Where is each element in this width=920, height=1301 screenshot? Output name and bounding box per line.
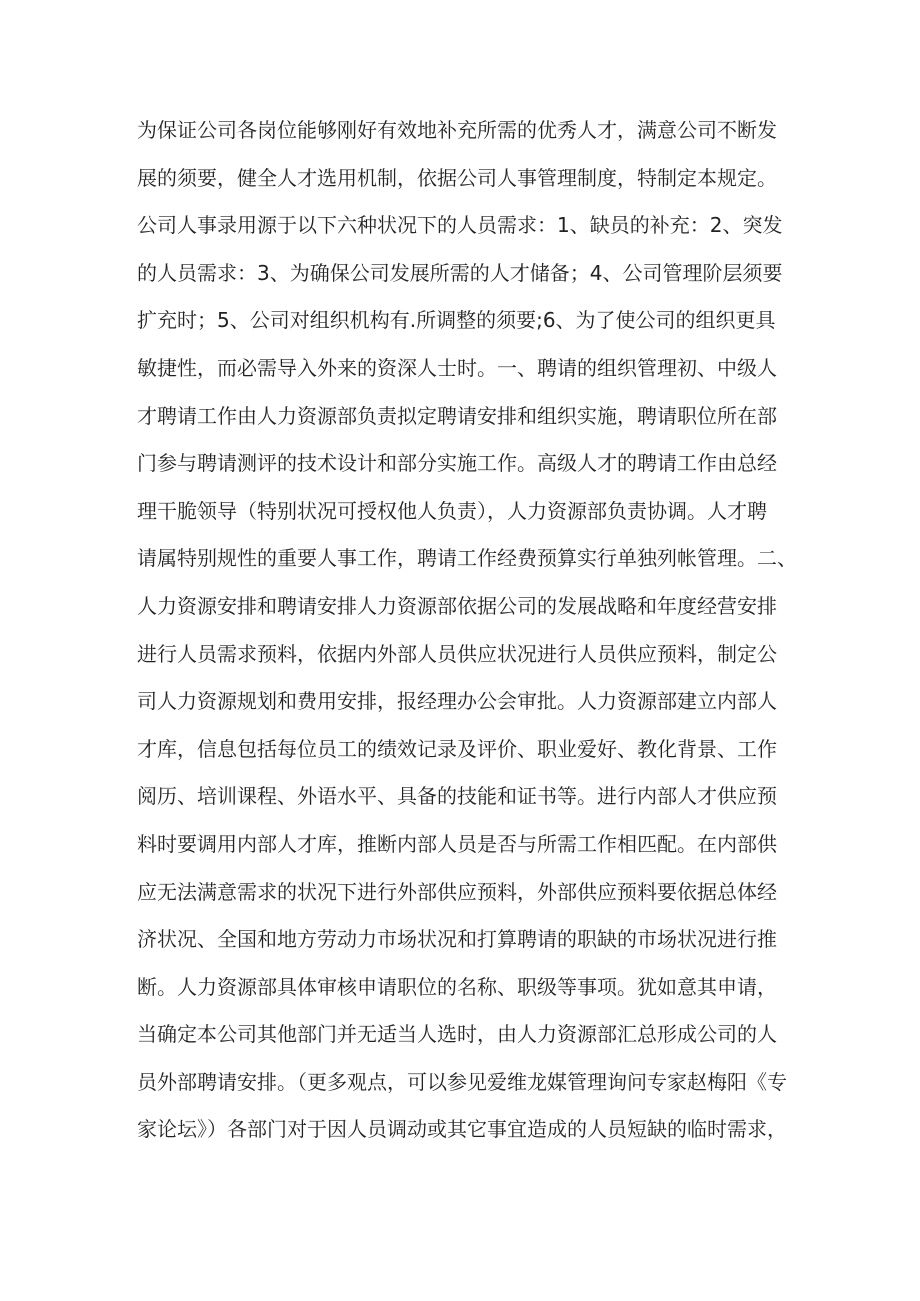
text-line: 的人员需求：3、为确保公司发展所需的人才储备；4、公司管理阶层须要 (137, 260, 783, 285)
text-line: 扩充时；5、公司对组织机构有.所调整的须要;6、为了使公司的组织更具 (137, 308, 776, 333)
text-line: 进行人员需求预料，依据内外部人员供应状况进行人员供应预料，制定公 (137, 641, 777, 666)
text-line: 员外部聘请安排。（更多观点，可以参见爱维龙媒管理询问专家赵梅阳《专 (137, 1069, 787, 1094)
text-line: 才聘请工作由人力资源部负责拟定聘请安排和组织实施，聘请职位所在部 (137, 403, 777, 428)
text-line: 阅历、培训课程、外语水平、具备的技能和证书等。进行内部人才供应预 (137, 784, 777, 809)
text-line: 人力资源安排和聘请安排人力资源部依据公司的发展战略和年度经营安排 (137, 593, 777, 618)
text-line: 门参与聘请测评的技术设计和部分实施工作。高级人才的聘请工作由总经 (137, 451, 777, 476)
text-line: 家论坛》）各部门对于因人员调动或其它事宜造成的人员短缺的临时需求， (137, 1117, 787, 1142)
text-line: 公司人事录用源于以下六种状况下的人员需求：1、缺员的补充：2、突发 (137, 213, 783, 238)
text-line: 请属特别规性的重要人事工作，聘请工作经费预算实行单独列帐管理。二、 (137, 546, 797, 571)
text-line: 展的须要，健全人才选用机制，依据公司人事管理制度，特制定本规定。 (137, 165, 777, 190)
text-line: 应无法满意需求的状况下进行外部供应预料，外部供应预料要依据总体经 (137, 879, 777, 904)
text-line: 当确定本公司其他部门并无适当人选时，由人力资源部汇总形成公司的人 (137, 1022, 777, 1047)
text-line: 司人力资源规划和费用安排，报经理办公会审批。人力资源部建立内部人 (137, 689, 777, 714)
text-line: 料时要调用内部人才库，推断内部人员是否与所需工作相匹配。在内部供 (137, 831, 777, 856)
text-line: 断。人力资源部具体审核申请职位的名称、职级等事项。犹如意其申请， (137, 974, 777, 999)
text-line: 为保证公司各岗位能够刚好有效地补充所需的优秀人才，满意公司不断发 (137, 118, 777, 142)
text-line: 理干脆领导（特别状况可授权他人负责），人力资源部负责协调。人才聘 (137, 498, 767, 523)
body-text (137, 107, 797, 1154)
text-line: 济状况、全国和地方劳动力市场状况和打算聘请的职缺的市场状况进行推 (137, 927, 777, 952)
text-line: 敏捷性，而必需导入外来的资深人士时。一、聘请的组织管理初、中级人 (137, 355, 777, 380)
text-line: 才库，信息包括每位员工的绩效记录及评价、职业爱好、教化背景、工作 (137, 736, 777, 761)
